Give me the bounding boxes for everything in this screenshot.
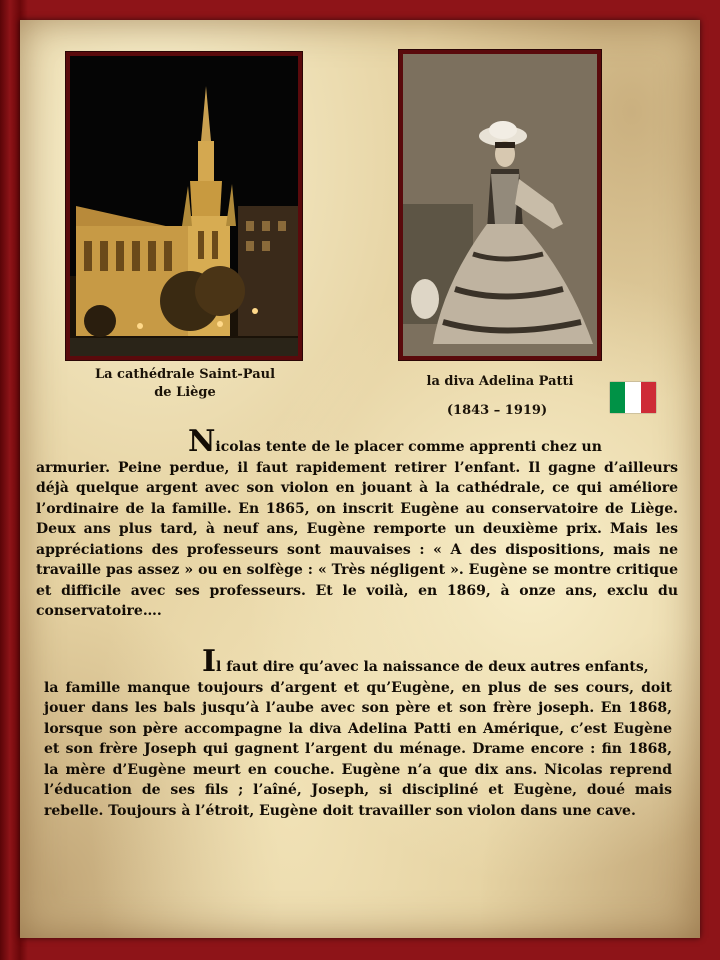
drop-cap-n: N: [188, 424, 216, 459]
adelina-patti-photo: [399, 50, 601, 360]
cathedral-caption: [70, 366, 300, 402]
paragraph-2-body: la famille manque toujours d’argent et qu’Eugène, en plus de ses cours, doit jouer dans les bals jusqu’à l’aube avec son père et son frère joseph. En 1868, lorsque son père accompagne la diva Adelina Patti en Amérique, c’est Eugène et son frère Joseph qui gagnent l’argent du ménage. Drame encore : fin 1868, la mère d’Eugène meurt en couche. Eugène n’a que dix ans. Nicolas reprend l’éducation de ses fils ; l’aîné, Joseph, si discipliné et Eugène, doué mais rebelle. Toujours à l’étroit, Eugène doit travailler son violon dans une cave.: [44, 679, 672, 819]
paragraph-1-first-line: [36, 424, 678, 459]
paragraph-2-first-line: [44, 644, 672, 679]
cathedral-caption-line1: La cathédrale Saint-Paul: [94, 367, 276, 382]
paragraph-2-lead: l faut dire qu’avec la naissance de deux autres enfants,: [216, 659, 649, 675]
flag-white-stripe: [625, 382, 640, 413]
flag-red-stripe: [641, 382, 656, 413]
patti-years: (1843 – 1919): [446, 403, 548, 418]
patti-caption: la diva Adelina Patti: [426, 374, 574, 389]
italian-flag-icon: [610, 382, 656, 413]
cathedral-caption-line2: de Liège: [154, 385, 216, 400]
paragraph-1-body: armurier. Peine perdue, il faut rapidement retirer l’enfant. Il gagne d’ailleurs déjà quelque argent avec son violon en jouant à la cathédrale, ce qui améliore l’ordinaire de la famille. En 1865, on inscrit Eugène au conservatoire de Liège. Deux ans plus tard, à neuf ans, Eugène remporte un deuxième prix. Mais les appréciations des professeurs sont mauvaises : « A des dispositions, mais ne travaille pas assez » ou en solfège : « Très négligent ». Eugène se montre critique et difficile avec ses professeurs. Et le voilà, en 1869, à onze ans, exclu du conservatoire….: [36, 459, 678, 619]
paragraph-1-lead: icolas tente de le placer comme apprenti chez un: [215, 439, 602, 455]
cathedral-photo: [66, 52, 302, 360]
flag-green-stripe: [610, 382, 625, 413]
drop-cap-i: I: [202, 644, 217, 679]
paragraph-1: [36, 424, 678, 622]
paragraph-2: [44, 644, 672, 821]
